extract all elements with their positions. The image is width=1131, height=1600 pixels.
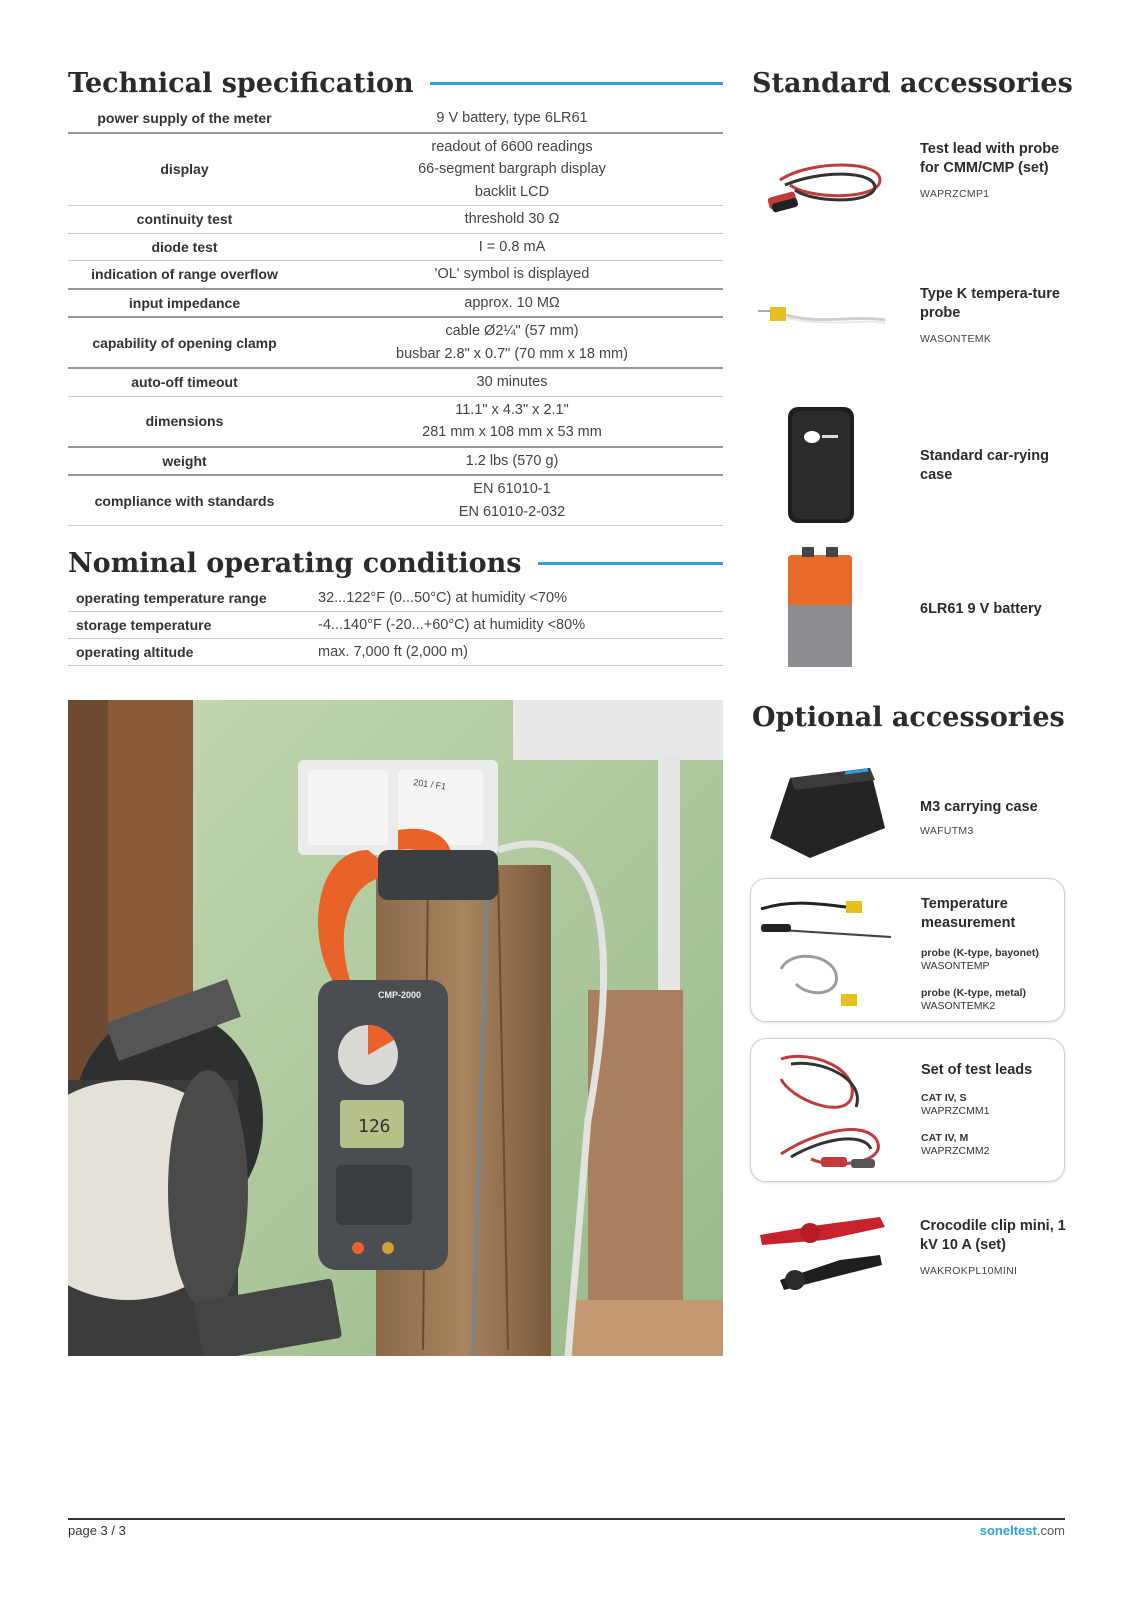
product-photo — [68, 700, 723, 1356]
clamp-meter-in-use-illustration — [68, 700, 723, 1356]
accessory-name: Crocodile clip mini, 1 kV 10 A (set) — [920, 1218, 1066, 1253]
accessory-code: WASONTEMK — [920, 333, 992, 345]
spec-key: display — [160, 161, 209, 178]
technical-spec-table — [68, 105, 723, 526]
spec-value — [301, 290, 723, 317]
spec-value — [301, 206, 723, 233]
spec-value — [301, 448, 723, 475]
accessory-standard-case — [750, 405, 1065, 525]
technical-spec-heading — [68, 68, 723, 99]
lcd-reading: 126 — [358, 1116, 391, 1137]
temperature-probe-illustration — [750, 285, 910, 375]
heading-accent-bar — [430, 82, 723, 85]
spec-row — [68, 290, 723, 319]
nominal-conditions-table — [68, 585, 723, 666]
spec-row — [68, 234, 723, 262]
spec-value — [301, 476, 723, 525]
spec-value-line: backlit LCD — [474, 183, 550, 200]
page-number: page 3 / 3 — [68, 1523, 126, 1538]
spec-row — [68, 206, 723, 234]
temperature-probes-illustration — [751, 879, 911, 1021]
spec-key: compliance with standards — [94, 492, 275, 509]
accessory-m3-case — [750, 758, 1065, 858]
spec-value-line: 30 minutes — [476, 374, 548, 390]
spec-value-line: 11.1" x 4.3" x 2.1" — [455, 401, 569, 418]
nominal-conditions-heading — [68, 548, 723, 579]
condition-value: 32...122°F (0...50°C) at humidity <70% — [318, 590, 567, 606]
spec-value — [301, 261, 723, 288]
m3-case-illustration — [750, 758, 910, 858]
standard-accessories-heading — [752, 68, 1073, 99]
sub-code: WAPRZCMM1 — [921, 1105, 990, 1117]
spec-key: weight — [162, 452, 207, 469]
spec-row — [68, 134, 723, 207]
meter-model-label: CMP-2000 — [378, 990, 422, 1000]
spec-key: indication of range overflow — [91, 266, 278, 283]
condition-row — [68, 612, 723, 639]
spec-value-line: readout of 6600 readings — [431, 138, 593, 155]
accessory-type-k-probe — [750, 285, 1065, 375]
spec-row — [68, 448, 723, 477]
spec-key: power supply of the meter — [97, 110, 272, 127]
footer-rule — [68, 1518, 1065, 1520]
spec-key: continuity test — [136, 211, 233, 228]
spec-value-line: 'OL' symbol is displayed — [434, 266, 590, 282]
accessory-name: M3 carrying case — [920, 799, 1038, 815]
condition-row — [68, 585, 723, 612]
spec-value-line: I = 0.8 mA — [478, 238, 546, 255]
spec-key: capability of opening clamp — [92, 334, 277, 351]
accessory-name: Type K tempera-ture probe — [920, 286, 1060, 321]
sub-code: WASONTEMP — [921, 960, 990, 972]
spec-row — [68, 476, 723, 526]
condition-key: operating temperature range — [76, 590, 267, 606]
condition-key: operating altitude — [76, 644, 194, 660]
accessory-name: Temperature measurement — [921, 896, 1016, 931]
test-lead-illustration — [750, 140, 910, 240]
spec-value-line: EN 61010-1 — [473, 481, 551, 497]
spec-value-line: 1.2 lbs (570 g) — [465, 452, 559, 469]
spec-key: dimensions — [145, 413, 224, 429]
sub-code: WAPRZCMM2 — [921, 1145, 990, 1157]
condition-key: storage temperature — [76, 617, 212, 633]
accessory-temperature-set — [750, 878, 1065, 1022]
spec-value-line: cable Ø2¼" (57 mm) — [445, 323, 579, 339]
spec-value-line: approx. 10 MΩ — [464, 294, 560, 311]
sonel-logo-icon — [804, 431, 820, 443]
spec-row — [68, 261, 723, 290]
battery-illustration — [750, 545, 910, 670]
condition-value: max. 7,000 ft (2,000 m) — [318, 644, 468, 660]
condition-value: -4...140°F (-20...+60°C) at humidity <80% — [318, 617, 586, 633]
sub-code: WASONTEMK2 — [921, 1000, 996, 1012]
technical-spec-title: Technical specification — [68, 68, 414, 99]
standard-accessories-title: Standard accessories — [752, 68, 1073, 99]
optional-accessories-heading — [752, 702, 1065, 733]
spec-value — [301, 397, 723, 446]
website-domain: .com — [1036, 1523, 1065, 1538]
nominal-conditions-title: Nominal operating conditions — [68, 548, 522, 579]
spec-row — [68, 397, 723, 448]
spec-value — [301, 105, 723, 132]
website-brand: soneltest — [979, 1523, 1037, 1538]
crocodile-clips-illustration — [750, 1205, 910, 1305]
accessory-battery — [750, 545, 1065, 670]
sub-label: CAT IV, M — [921, 1132, 969, 1144]
website-link[interactable] — [980, 1523, 1065, 1538]
spec-value — [301, 134, 723, 206]
spec-value-line: threshold 30 Ω — [464, 211, 560, 227]
condition-row — [68, 639, 723, 666]
spec-key: input impedance — [128, 294, 241, 311]
optional-accessories-title: Optional accessories — [752, 702, 1065, 733]
accessory-crocodile-clips — [750, 1205, 1065, 1305]
spec-row — [68, 369, 723, 397]
accessory-test-leads-set — [750, 1038, 1065, 1182]
outlet-label: 201 / F1 — [412, 777, 447, 792]
accessory-name: Standard car-rying case — [920, 448, 1049, 483]
sub-label: probe (K-type, metal) — [921, 987, 1027, 999]
test-leads-illustration — [751, 1039, 911, 1181]
accessory-name: Set of test leads — [921, 1062, 1033, 1078]
accessory-name: Test lead with probe for CMM/CMP (set) — [920, 141, 1060, 176]
spec-value-line: 281 mm x 108 mm x 53 mm — [422, 424, 602, 440]
spec-value-line: busbar 2.8" x 0.7" (70 mm x 18 mm) — [396, 345, 628, 362]
spec-key: diode test — [151, 238, 218, 255]
spec-row — [68, 105, 723, 134]
spec-key: auto-off timeout — [131, 374, 238, 391]
spec-value-line: 66-segment bargraph display — [418, 161, 606, 177]
sub-label: CAT IV, S — [921, 1092, 967, 1104]
sub-label: probe (K-type, bayonet) — [921, 947, 1039, 959]
spec-value-line: 9 V battery, type 6LR61 — [436, 110, 588, 126]
accessory-code: WAKROKPL10MINI — [920, 1265, 1018, 1277]
accessory-name: 6LR61 9 V battery — [920, 601, 1042, 617]
spec-value-line: EN 61010-2-032 — [458, 503, 566, 520]
spec-value — [301, 318, 723, 367]
spec-value — [301, 234, 723, 261]
heading-accent-bar — [538, 562, 723, 565]
spec-value — [301, 369, 723, 396]
carrying-case-illustration — [750, 405, 910, 525]
accessory-code: WAFUTM3 — [920, 825, 974, 837]
accessory-code: WAPRZCMP1 — [920, 188, 990, 200]
accessory-test-lead — [750, 140, 1065, 240]
spec-row — [68, 318, 723, 369]
